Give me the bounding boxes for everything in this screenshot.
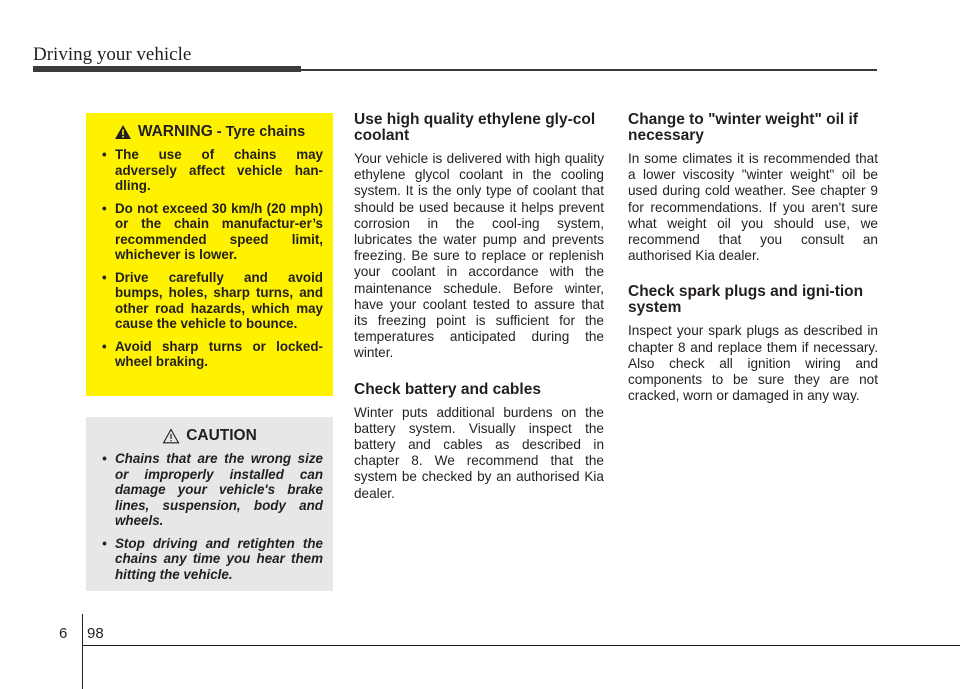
warning-title (96, 123, 323, 141)
page-number: 98 (87, 625, 104, 642)
section-heading-battery: Check battery and cables (354, 380, 541, 398)
caution-label: CAUTION (186, 427, 257, 444)
section-body-coolant: Your vehicle is delivered with high quality ethylene glycol coolant in the cooling system. It is the only type of coolant that should be used because it helps prevent corrosion in the cool-ing system, lubricates the water pump and prevents freezing. Be sure to replace or replenish your coolant in accordance with the maintenance schedule. Before winter, have your coolant tested to assure that its freezing point is sufficient for the temperatures anticipated during the winter. (354, 151, 604, 361)
warning-list (96, 147, 323, 370)
warning-triangle-icon (114, 124, 132, 140)
section-heading-oil: Change to "winter weight" oil if necessary (628, 111, 858, 144)
caution-title (96, 427, 323, 445)
warning-label: WARNING (137, 123, 213, 140)
section-body-spark-plugs: Inspect your spark plugs as described in chapter 8 and replace them if necessary. Also check all ignition wiring and components to be sure they are not cracked, worn or damaged in any way. (628, 323, 878, 404)
section-body-battery: Winter puts additional burdens on the battery system. Visually inspect the battery and cables as described in chapter 8. We recommend that the system be checked by an authorised Kia dealer. (354, 404, 604, 501)
caution-list (96, 451, 323, 582)
warning-box (86, 113, 333, 396)
caution-box (86, 417, 333, 591)
header-rule-thick (33, 66, 301, 72)
warning-item: • Drive carefully and avoid bumps, holes, sharp turns, and other road hazards, which may cause the vehicle to bounce. (96, 270, 323, 332)
caution-item: • Chains that are the wrong size or improperly installed can damage your vehicle's brake lines, suspension, body and wheels. (96, 451, 323, 529)
footer-horizontal-rule (82, 645, 960, 646)
section-body-oil: In some climates it is recommended that a lower viscosity "winter weight" oil be used during cold weather. See chapter 9 for recommendations. If you aren't sure what weight oil you should use, we recommend that you consult an authorised Kia dealer. (628, 151, 878, 264)
chapter-number: 6 (59, 625, 68, 642)
warning-subtitle: - Tyre chains (216, 124, 306, 140)
page-header-title: Driving your vehicle (33, 44, 192, 65)
warning-item: • The use of chains may adversely affect vehicle han-dling. (96, 147, 323, 194)
section-heading-coolant: Use high quality ethylene gly-col coolant (354, 111, 596, 144)
middle-column (354, 112, 604, 522)
caution-triangle-icon (162, 428, 180, 444)
warning-item: • Avoid sharp turns or locked-wheel braking. (96, 339, 323, 370)
warning-item: • Do not exceed 30 km/h (20 mph) or the chain manufactur-er’s recommended speed limit, whichever is lower. (96, 201, 323, 263)
caution-item: • Stop driving and retighten the chains any time you hear them hitting the vehicle. (96, 536, 323, 583)
header-rule-thin (301, 69, 877, 71)
footer-vertical-rule (82, 614, 83, 689)
section-heading-spark-plugs: Check spark plugs and igni-tion system (628, 283, 864, 317)
right-column (628, 112, 878, 424)
